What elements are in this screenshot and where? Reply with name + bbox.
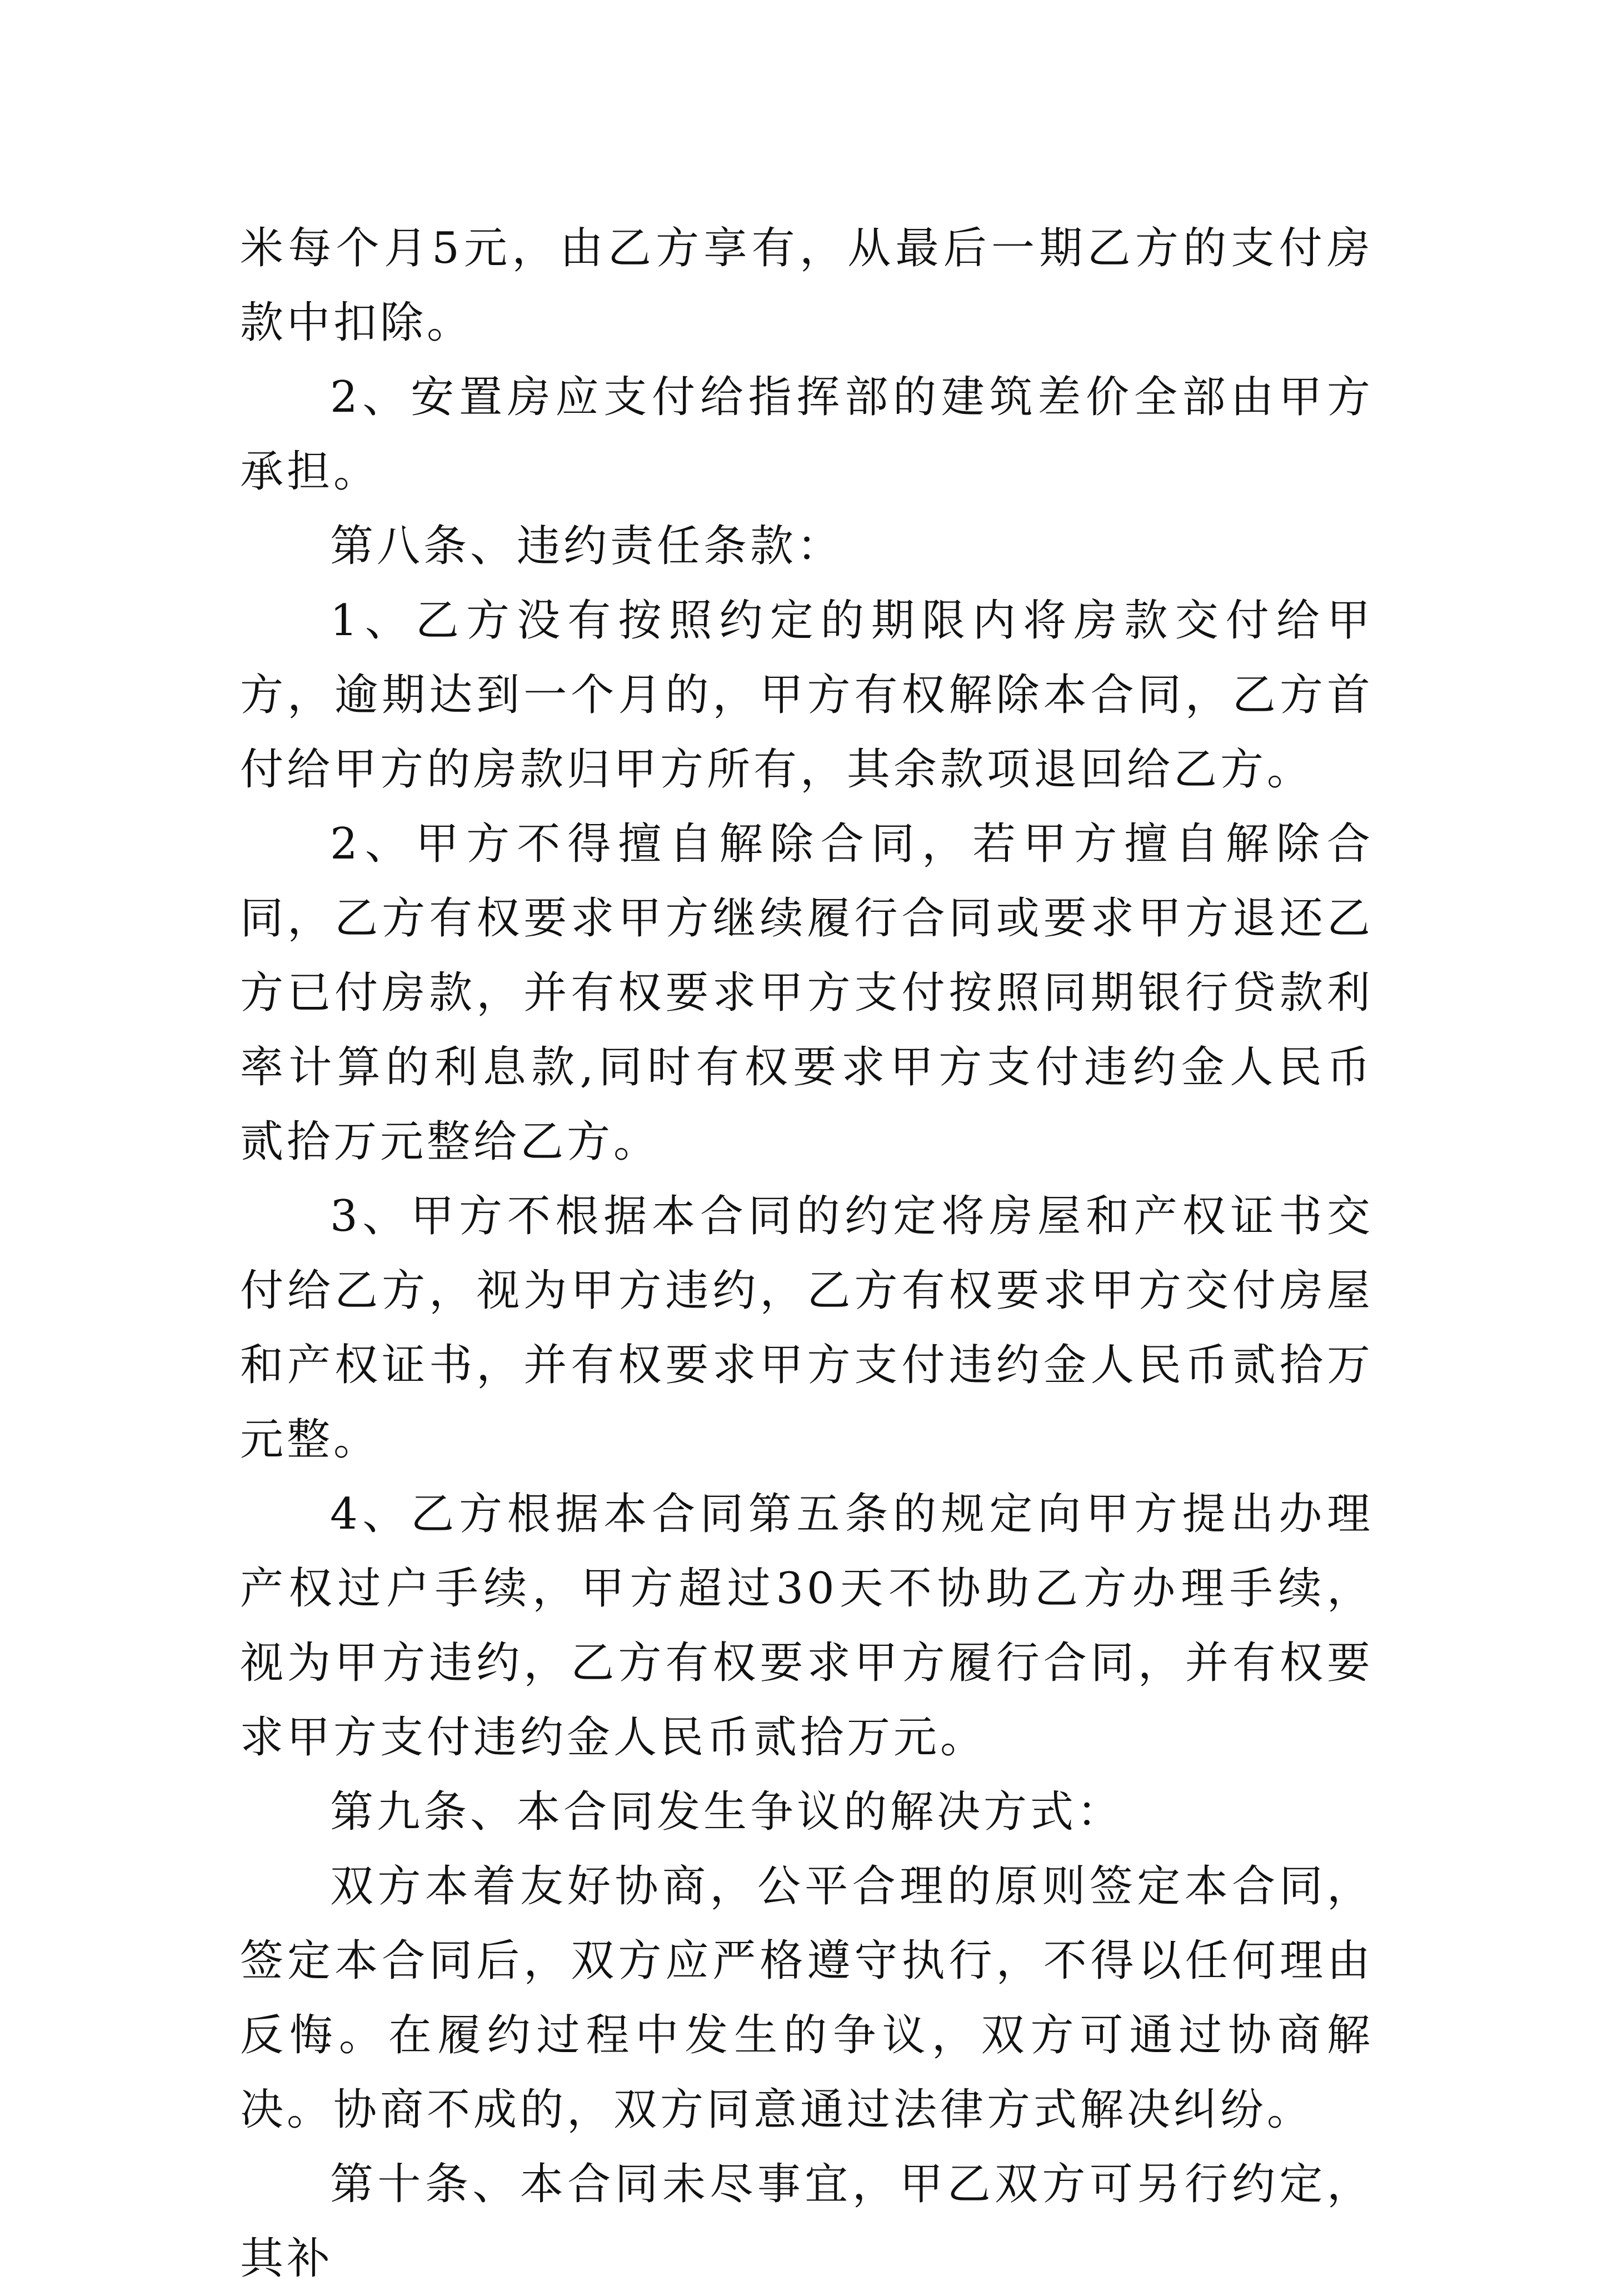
paragraph-clause-7-item-2: 2、安置房应支付给指挥部的建筑差价全部由甲方承担。	[240, 372, 1374, 497]
heading-article-8: 第八条、违约责任条款：	[330, 521, 844, 571]
heading-article-10: 第十条、本合同未尽事宜，甲乙双方可另行约定，其补	[240, 2159, 1374, 2284]
paragraph-article-9-body: 双方本着友好协商，公平合理的原则签定本合同，签定本合同后，双方应严格遵守执行，不得以任何理由反悔。在履约过程中发生的争议，双方可通过协商解决。协商不成的，双方同意通过法律方式解决纠纷。	[240, 1861, 1374, 2135]
heading-article-9: 第九条、本合同发生争议的解决方式：	[330, 1787, 1124, 1837]
paragraph-article-8-item-2: 2、甲方不得擅自解除合同，若甲方擅自解除合同，乙方有权要求甲方继续履行合同或要求甲方退还乙方已付房款，并有权要求甲方支付按照同期银行贷款利率计算的利息款,同时有权要求甲方支付违约金人民币贰拾万元整给乙方。	[240, 819, 1374, 1167]
paragraph-article-8-item-4: 4、乙方根据本合同第五条的规定向甲方提出办理产权过户手续，甲方超过30天不协助乙方办理手续，视为甲方违约，乙方有权要求甲方履行合同，并有权要求甲方支付违约金人民币贰拾万元。	[240, 1489, 1374, 1763]
document-body	[240, 211, 1374, 2296]
paragraph-article-8-item-3: 3、甲方不根据本合同的约定将房屋和产权证书交付给乙方，视为甲方违约，乙方有权要求甲方交付房屋和产权证书，并有权要求甲方支付违约金人民币贰拾万元整。	[240, 1191, 1374, 1465]
paragraph-article-8-item-1: 1、乙方没有按照约定的期限内将房款交付给甲方，逾期达到一个月的，甲方有权解除本合同，乙方首付给甲方的房款归甲方所有，其余款项退回给乙方。	[240, 596, 1374, 795]
paragraph-continuation: 米每个月5元，由乙方享有，从最后一期乙方的支付房款中扣除。	[240, 223, 1374, 348]
